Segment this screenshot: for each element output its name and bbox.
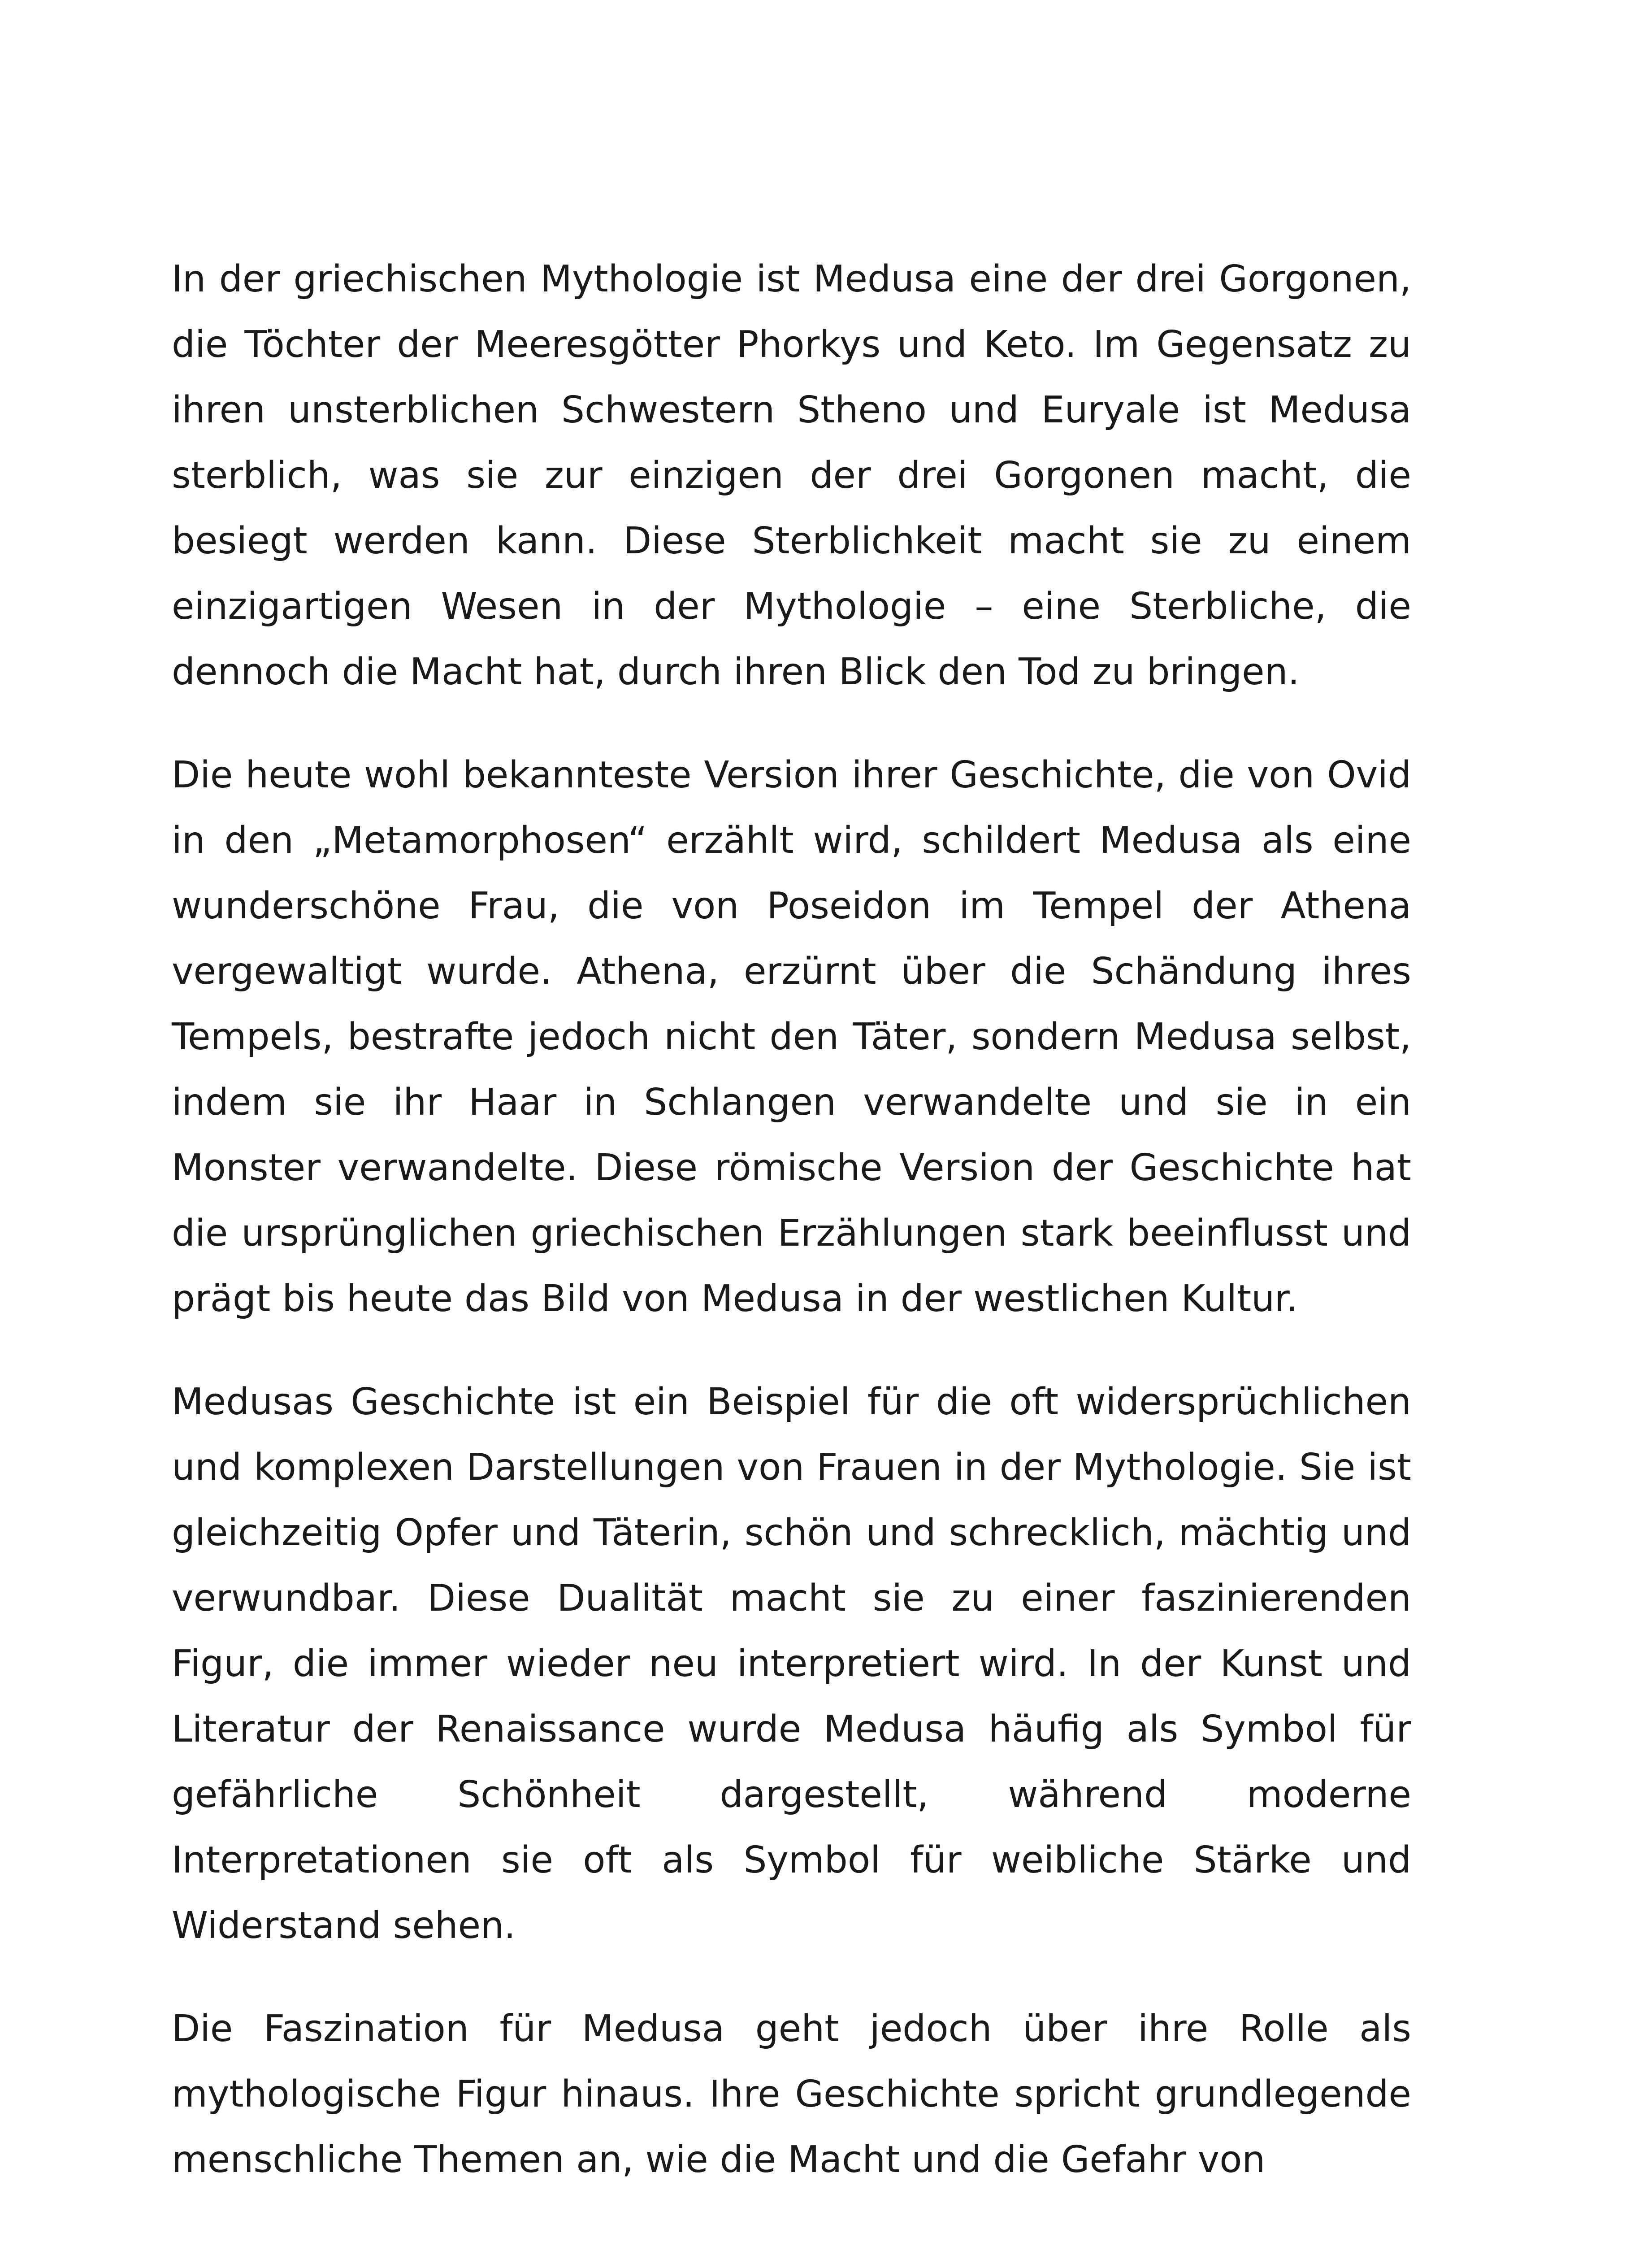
paragraph-2: Die heute wohl bekannteste Version ihrer Geschichte, die von Ovid in den „Metamorphosen“ erzählt wird, schildert Medusa als eine wunderschöne Frau, die von Poseidon im Tempel der Athena vergewaltigt wurde. Athena, erzürnt über die Schändung ihres Tempels, bestrafte jedoch nicht den Täter, sondern Medusa selbst, indem sie ihr Haar in Schlangen verwandelte und sie in ein Monster verwandelte. Diese römische Version der Geschichte hat die ursprünglichen griechischen Erzählungen stark beeinflusst und prägt bis heute das Bild von Medusa in der westlichen Kultur. xyxy=(172,754,1411,1320)
body-text xyxy=(172,247,1411,2193)
paragraph-4: Die Faszination für Medusa geht jedoch über ihre Rolle als mythologische Figur hinaus. Ihre Geschichte spricht grundlegende menschliche Themen an, wie die Macht und die Gefahr von xyxy=(172,2007,1411,2181)
paragraph-1: In der griechischen Mythologie ist Medusa eine der drei Gorgonen, die Töchter der Meeresgötter Phorkys und Keto. Im Gegensatz zu ihren unsterblichen Schwestern Stheno und Euryale ist Medusa sterblich, was sie zur einzigen der drei Gorgonen macht, die besiegt werden kann. Diese Sterblichkeit macht sie zu einem einzigartigen Wesen in der Mythologie – eine Sterbliche, die dennoch die Macht hat, durch ihren Blick den Tod zu bringen. xyxy=(172,258,1411,693)
paragraph-3: Medusas Geschichte ist ein Beispiel für die oft widersprüchlichen und komplexen Darstellungen von Frauen in der Mythologie. Sie ist gleichzeitig Opfer und Täterin, schön und schrecklich, mächtig und verwundbar. Diese Dualität macht sie zu einer faszinierenden Figur, die immer wieder neu interpretiert wird. In der Kunst und Literatur der Renaissance wurde Medusa häufig als Symbol für gefährliche Schönheit dargestellt, während moderne Interpretationen sie oft als Symbol für weibliche Stärke und Widerstand sehen. xyxy=(172,1381,1411,1947)
